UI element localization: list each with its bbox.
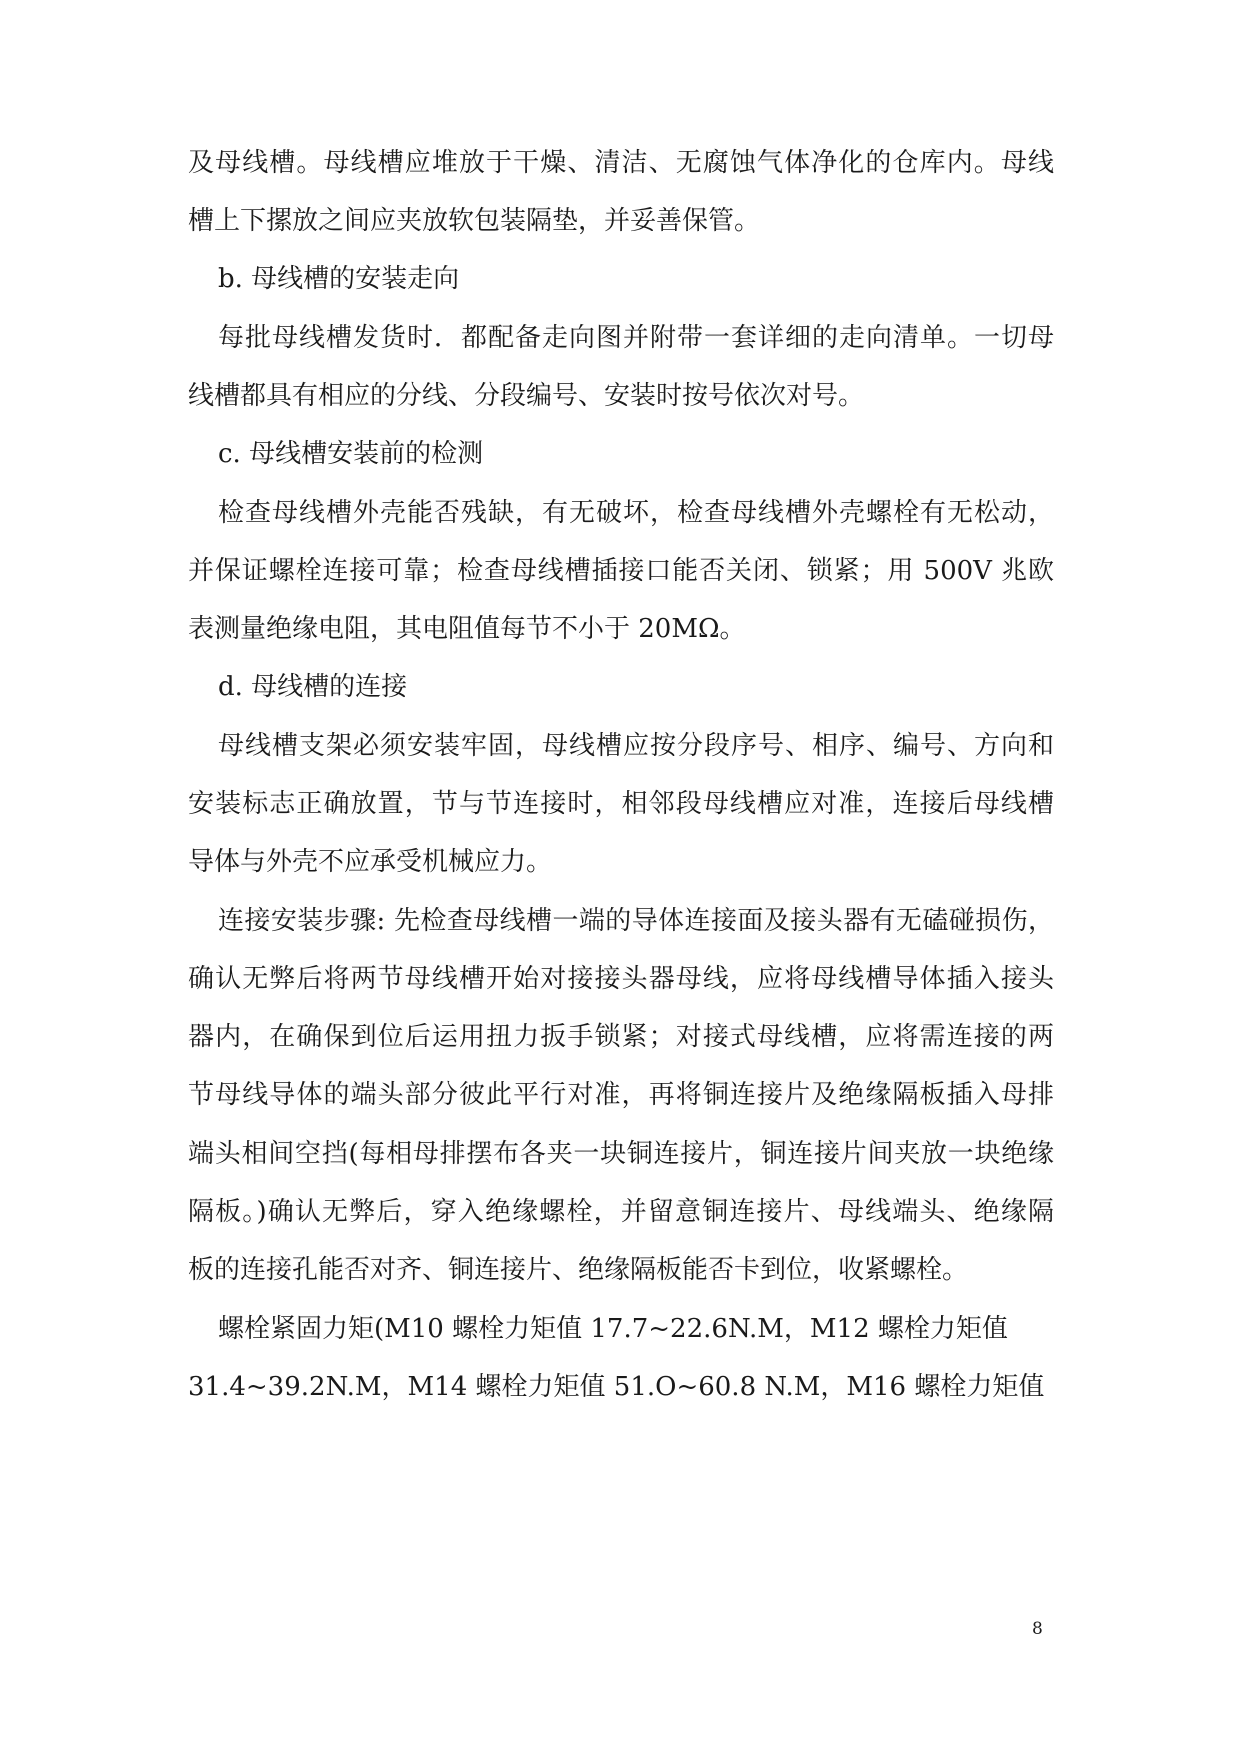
- text-line: 隔板。)确认无弊后，穿入绝缘螺栓，并留意铜连接片、母线端头、绝缘隔: [188, 1197, 1054, 1227]
- text-line: 确认无弊后将两节母线槽开始对接接头器母线，应将母线槽导体插入接头: [188, 964, 1054, 994]
- page-number: 8: [1032, 1619, 1043, 1639]
- text-line: 表测量绝缘电阻，其电阻值每节不小于 20MΩ。: [188, 614, 746, 644]
- text-line: 并保证螺栓连接可靠；检查母线槽插接口能否关闭、锁紧；用 500V 兆欧: [188, 556, 1054, 586]
- text-line: 连接安装步骤: 先检查母线槽一端的导体连接面及接头器有无磕碰损伤，: [218, 906, 1054, 936]
- text-line: 板的连接孔能否对齐、铜连接片、绝缘隔板能否卡到位，收紧螺栓。: [188, 1255, 969, 1285]
- text-line: 器内，在确保到位后运用扭力扳手锁紧；对接式母线槽，应将需连接的两: [188, 1022, 1054, 1052]
- text-line: 螺栓紧固力矩(M10 螺栓力矩值 17.7~22.6N.M，M12 螺栓力矩值: [218, 1314, 1008, 1344]
- text-line: 每批母线槽发货时．都配备走向图并附带一套详细的走向清单。一切母: [218, 323, 1054, 353]
- section-heading: b. 母线槽的安装走向: [218, 264, 460, 294]
- text-line: 31.4~39.2N.M，M14 螺栓力矩值 51.O~60.8 N.M，M16 螺栓力矩值: [188, 1372, 1045, 1402]
- text-line: 母线槽支架必须安装牢固，母线槽应按分段序号、相序、编号、方向和: [218, 731, 1054, 761]
- text-line: 线槽都具有相应的分线、分段编号、安装时按号依次对号。: [188, 381, 865, 411]
- text-line: 检查母线槽外壳能否残缺，有无破坏，检查母线槽外壳螺栓有无松动，: [218, 498, 1054, 528]
- section-heading: c. 母线槽安装前的检测: [218, 439, 484, 469]
- text-line: 端头相间空挡(每相母排摆布各夹一块铜连接片，铜连接片间夹放一块绝缘: [188, 1139, 1054, 1169]
- text-line: 及母线槽。母线槽应堆放于干燥、清洁、无腐蚀气体净化的仓库内。母线: [188, 148, 1054, 178]
- text-line: 安装标志正确放置，节与节连接时，相邻段母线槽应对准，连接后母线槽: [188, 789, 1054, 819]
- text-line: 槽上下摞放之间应夹放软包装隔垫，并妥善保管。: [188, 206, 761, 236]
- section-heading: d. 母线槽的连接: [218, 672, 408, 702]
- text-line: 节母线导体的端头部分彼此平行对准，再将铜连接片及绝缘隔板插入母排: [188, 1080, 1054, 1110]
- text-line: 导体与外壳不应承受机械应力。: [188, 847, 553, 877]
